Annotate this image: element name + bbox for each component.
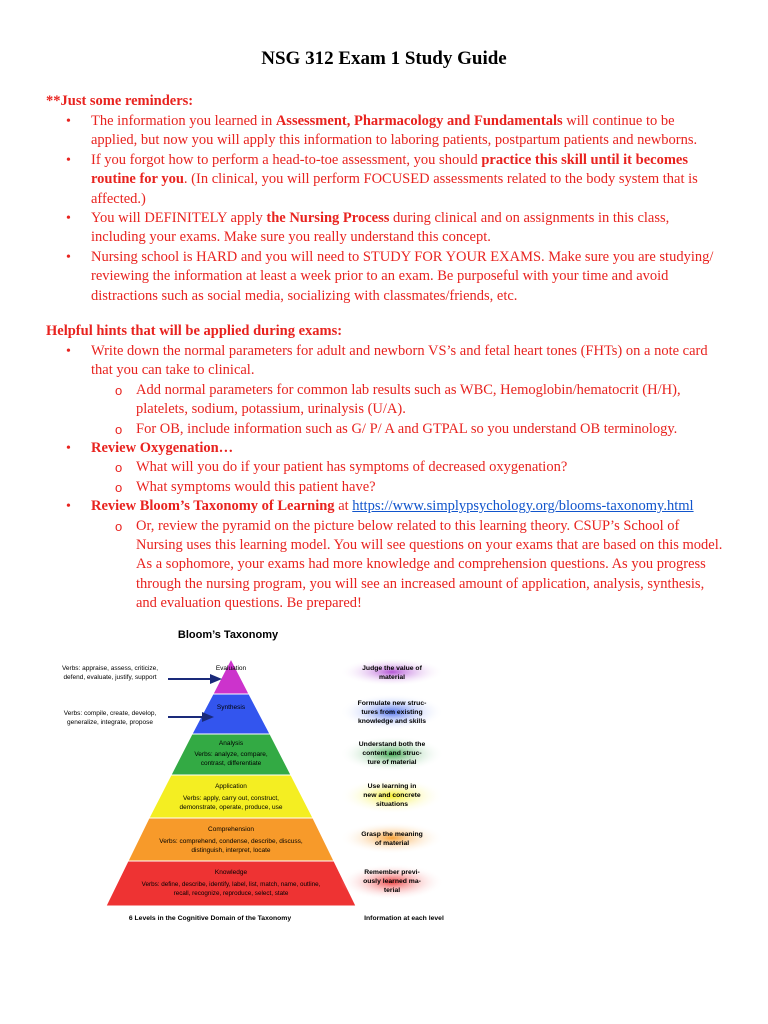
level-name-knowledge: Knowledge bbox=[214, 869, 248, 876]
verbs-synthesis-line2: generalize, integrate, propose bbox=[66, 719, 154, 726]
circle-bullet-icon: o bbox=[115, 518, 123, 534]
svg-text:Verbs: comprehend, condense, d: Verbs: comprehend, condense, describe, discuss, bbox=[159, 838, 303, 845]
bullet-icon: • bbox=[66, 249, 71, 265]
svg-text:recall, recognize, reproduce,: recall, recognize, reproduce, select, state bbox=[173, 890, 289, 897]
sub-list-item: o What symptoms would this patient have? bbox=[91, 478, 726, 497]
reminders-list bbox=[0, 112, 721, 306]
svg-text:knowledge and skills: knowledge and skills bbox=[358, 718, 426, 725]
sub-list-item: o What will you do if your patient has symptoms of decreased oxygenation? bbox=[91, 458, 726, 477]
verbs-evaluation-line2: defend, evaluate, justify, support bbox=[63, 674, 157, 681]
svg-text:of material: of material bbox=[374, 840, 410, 847]
bullet-icon: • bbox=[66, 344, 71, 359]
list-item: • Review Bloom’s Taxonomy of Learning at https://www.simplypsychology.org/blooms-taxonomy.html o Or, review the pyramid on the picture below related to this learning theory. CSUP’s School of Nursing uses this learning model. You will see questions on your exams that are based on this model. As a sophomore, your exams had more knowledge and comprehension questions. As you progress through the nursing program, you will see an increased amount of application, analysis, synthesis, and evaluation questions. Be prepared! bbox=[0, 497, 721, 613]
sub-list-item: o Add normal parameters for common lab results such as WBC, Hemoglobin/hematocrit (H/H), platelets, sodium, potassium, urinalysis (U/A). bbox=[115, 381, 681, 418]
svg-text:Verbs: apply, carry out, const: Verbs: apply, carry out, construct, bbox=[183, 795, 279, 802]
svg-text:new and concrete: new and concrete bbox=[363, 792, 421, 799]
svg-text:ture of material: ture of material bbox=[367, 759, 417, 766]
hints-heading: Helpful hints that will be applied during exams: bbox=[46, 323, 343, 339]
bullet-icon: • bbox=[66, 114, 71, 129]
svg-text:Remember previ-: Remember previ- bbox=[364, 869, 420, 876]
svg-text:ously learned ma-: ously learned ma- bbox=[363, 878, 421, 885]
verbs-evaluation-line1: Verbs: appraise, assess, criticize, bbox=[61, 665, 159, 672]
verbs-synthesis-line1: Verbs: compile, create, develop, bbox=[63, 710, 157, 717]
svg-text:terial: terial bbox=[383, 887, 401, 894]
svg-text:demonstrate, operate, produce,: demonstrate, operate, produce, use bbox=[179, 804, 283, 811]
svg-text:content and struc-: content and struc- bbox=[362, 750, 422, 757]
bullet-icon: • bbox=[66, 211, 71, 227]
info-glow-evaluation bbox=[340, 658, 444, 686]
footer-left-caption: 6 Levels in the Cognitive Domain of the Taxonomy bbox=[128, 915, 292, 922]
level-name-synthesis: Synthesis bbox=[216, 704, 246, 711]
list-item: • If you forgot how to perform a head-to-toe assessment, you should practice this skill until it becomes routine for you. (In clinical, you will perform FOCUSED assessments related to the body system that is affected.) bbox=[66, 151, 698, 207]
blooms-pyramid-diagram bbox=[46, 624, 466, 924]
reminders-heading: **Just some reminders: bbox=[46, 93, 194, 109]
list-item: • Write down the normal parameters for adult and newborn VS’s and fetal heart tones (FHTs) on a note card that you can take to clinical. o Add normal parameters for common lab results such as WBC, Hemoglobin/hematocrit (H/H), platelets, sodium, potassium, urinalysis (U/A). o For OB, include information such as G/ P/ A and GTPAL so you understand OB terminology. bbox=[0, 342, 721, 439]
svg-text:tures from existing: tures from existing bbox=[361, 709, 423, 716]
sub-list bbox=[91, 381, 721, 439]
svg-text:Judge the value of: Judge the value of bbox=[362, 665, 422, 672]
svg-text:material: material bbox=[378, 674, 406, 681]
blooms-title: Bloom’s Taxonomy bbox=[177, 629, 279, 641]
list-item: • Nursing school is HARD and you will need to STUDY FOR YOUR EXAMS. Make sure you are studying/ reviewing the information at least a week prior to an exam. Be purposeful with your time and avoid distractions such as social media, socializing with classmates/friends, etc. bbox=[66, 248, 714, 304]
list-item: • The information you learned in Assessment, Pharmacology and Fundamentals will continue to be applied, but now you will apply this information to laboring patients, postpartum patients and newborns. bbox=[66, 113, 698, 149]
sub-list-item: o Or, review the pyramid on the picture below related to this learning theory. CSUP’s School of Nursing uses this learning model. You will see questions on your exams that are based on this model. As a sophomore, your exams had more knowledge and comprehension questions. As you progress through the nursing program, you will see an increased amount of application, analysis, synthesis, and evaluation questions. Be prepared! bbox=[115, 517, 723, 612]
level-name-comprehension: Comprehension bbox=[208, 826, 254, 833]
svg-text:Use learning in: Use learning in bbox=[367, 783, 417, 790]
svg-text:situations: situations bbox=[375, 801, 409, 808]
list-item: • You will DEFINITELY apply the Nursing Process during clinical and on assignments in this class, including your exams. Make sure you really understand this concept. bbox=[66, 210, 670, 246]
bullet-icon: • bbox=[66, 499, 71, 515]
svg-text:contrast, differentiate: contrast, differentiate bbox=[200, 760, 262, 767]
svg-text:Grasp the meaning: Grasp the meaning bbox=[361, 831, 423, 838]
circle-bullet-icon: o bbox=[115, 460, 123, 476]
svg-text:Verbs: analyze, compare,: Verbs: analyze, compare, bbox=[194, 751, 268, 758]
svg-text:Verbs: define, describe, ident: Verbs: define, describe, identify, label, list, match, name, outline, bbox=[141, 881, 321, 888]
circle-bullet-icon: o bbox=[115, 479, 123, 495]
list-item: • Review Oxygenation… o What will you do if your patient has symptoms of decreased oxygenation? o What symptoms would this patient have? bbox=[0, 439, 721, 497]
circle-bullet-icon: o bbox=[115, 382, 123, 398]
sub-list bbox=[91, 517, 721, 614]
bullet-icon: • bbox=[66, 152, 71, 168]
hints-list bbox=[0, 342, 721, 614]
page-title: NSG 312 Exam 1 Study Guide bbox=[261, 48, 507, 69]
level-name-evaluation: Evaluation bbox=[215, 665, 247, 672]
circle-bullet-icon: o bbox=[115, 421, 123, 437]
level-name-analysis: Analysis bbox=[218, 740, 244, 747]
svg-text:distinguish, interpret, locate: distinguish, interpret, locate bbox=[191, 847, 271, 854]
bullet-icon: • bbox=[66, 441, 71, 457]
level-name-application: Application bbox=[215, 783, 247, 790]
footer-right-caption: Information at each level bbox=[364, 915, 444, 922]
svg-text:Formulate new struc-: Formulate new struc- bbox=[357, 700, 427, 707]
sub-list-item: o For OB, include information such as G/ P/ A and GTPAL so you understand OB terminology. bbox=[91, 420, 726, 439]
blooms-taxonomy-figure bbox=[46, 624, 466, 924]
sub-list bbox=[91, 458, 721, 497]
blooms-taxonomy-link[interactable]: https://www.simplypsychology.org/blooms-taxonomy.html bbox=[352, 498, 694, 515]
svg-text:Understand both the: Understand both the bbox=[358, 741, 426, 748]
info-glow-comprehension bbox=[340, 822, 444, 854]
